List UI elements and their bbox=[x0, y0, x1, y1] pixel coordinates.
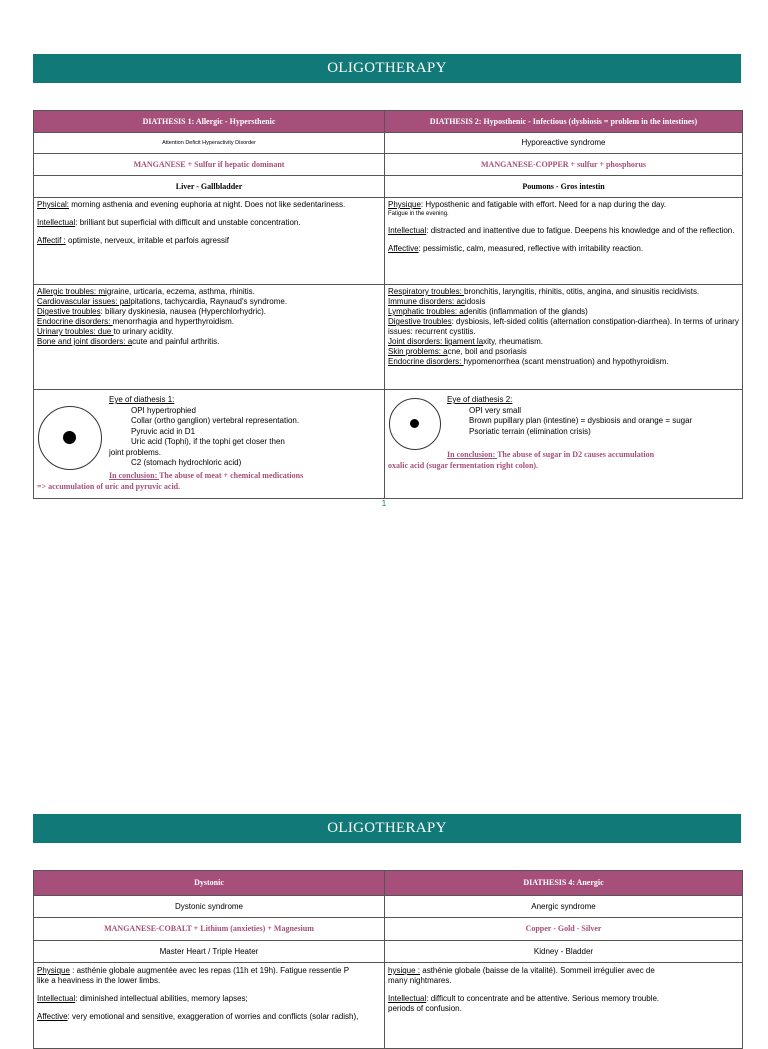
diathesis-3-organ: Master Heart / Triple Heater bbox=[34, 941, 385, 963]
affective-line bbox=[388, 244, 739, 254]
intellectual-line bbox=[37, 994, 381, 1004]
trouble-label: Endocrine disorders: bbox=[388, 357, 464, 366]
trouble-text: to urinary acidity. bbox=[113, 327, 174, 336]
trouble-text: bronchitis, laryngitis, rhinitis, otitis, angina, and sinusitis recidivists. bbox=[464, 287, 700, 296]
page-number: 1 bbox=[381, 499, 387, 508]
fatigue-note: Fatigue in the evening. bbox=[388, 211, 449, 217]
trouble-label: Digestive troubles bbox=[388, 317, 452, 326]
conclusion-text: The abuse of meat + chemical medications bbox=[159, 471, 304, 480]
physical-label: Physical: bbox=[37, 200, 70, 209]
trouble-text: idosis bbox=[464, 297, 486, 306]
trouble-item bbox=[388, 317, 739, 337]
remedy-row bbox=[34, 154, 743, 176]
eye-item: Collar (ortho ganglion) vertebral representation. bbox=[131, 416, 300, 425]
pupil-dot-1 bbox=[63, 431, 76, 444]
affective-text: optimiste, nerveux, irritable et parfois agressif bbox=[65, 236, 229, 245]
eye-item-cont: joint problems. bbox=[109, 447, 162, 457]
eye-item: Psoriatic terrain (elimination crisis) bbox=[469, 426, 591, 436]
trouble-text: cne, boil and psoriasis bbox=[447, 347, 527, 356]
physique-line bbox=[388, 200, 739, 210]
profile-row bbox=[34, 963, 743, 1049]
intellectual-line bbox=[388, 994, 739, 1004]
trouble-text: : dysbiosis, left-sided colitis (alternation constipation-diarrhea). In terms of urinary issues: recurrent cystitis. bbox=[388, 317, 739, 336]
intellectual-text: : difficult to concentrate and be attentive. Serious memory trouble. bbox=[426, 994, 660, 1003]
trouble-text: hypomenorrhea (scant menstruation) and hypothyroidism. bbox=[463, 357, 669, 366]
physique-line bbox=[388, 966, 739, 976]
intellectual-line-cont: periods of confusion. bbox=[388, 1004, 462, 1013]
diathesis-3-header: Dystonic bbox=[34, 871, 385, 896]
trouble-label: Skin problems: a bbox=[388, 347, 448, 356]
physique-label: Physique bbox=[388, 200, 421, 209]
affective-line bbox=[37, 236, 381, 246]
diathesis-2-eye bbox=[385, 390, 743, 499]
conclusion-label: In conclusion: bbox=[447, 450, 498, 459]
diathesis-header-row bbox=[34, 111, 743, 133]
trouble-label: Allergic troubles: mi bbox=[37, 287, 107, 296]
eye-item: C2 (stomach hydrochloric acid) bbox=[131, 458, 242, 467]
eye-item: OPI hypertrophied bbox=[131, 405, 196, 415]
trouble-item bbox=[388, 287, 739, 297]
intellectual-label: Intellectual bbox=[37, 994, 76, 1003]
conclusion-label: In conclusion: bbox=[109, 471, 160, 480]
trouble-text: xity, rheumatism. bbox=[483, 337, 544, 346]
physique-text: : asthénie globale augmentée avec les repas (11h et 19h). Fatigue ressentie P bbox=[69, 966, 350, 975]
diathesis-1-remedy: MANGANESE + Sulfur if hepatic dominant bbox=[34, 154, 385, 176]
trouble-item bbox=[388, 347, 739, 357]
trouble-text: cute and painful arthritis. bbox=[132, 337, 220, 346]
organ-row bbox=[34, 941, 743, 963]
affective-text: : very emotional and sensitive, exaggeration of worries and conflicts (solar radish), bbox=[67, 1012, 359, 1021]
diathesis-4-organ: Kidney - Bladder bbox=[385, 941, 743, 963]
eye-item: Uric acid (Tophi), if the tophi get closer then bbox=[131, 437, 285, 446]
page-banner: OLIGOTHERAPY bbox=[33, 814, 741, 843]
trouble-label: Immune disorders: ac bbox=[388, 297, 465, 306]
physique-label: hysique : bbox=[388, 966, 421, 975]
trouble-label: Bone and joint disorders: a bbox=[37, 337, 133, 346]
intellectual-label: Intellectual bbox=[388, 994, 427, 1003]
troubles-row bbox=[34, 285, 743, 390]
diathesis-4-syndrome: Anergic syndrome bbox=[385, 896, 743, 918]
profile-row bbox=[34, 198, 743, 285]
trouble-label: Lymphatic troubles: ad bbox=[388, 307, 469, 316]
eye-description-1 bbox=[109, 395, 379, 469]
diathesis-1-eye bbox=[34, 390, 385, 499]
conclusion-1 bbox=[109, 471, 385, 481]
eye-row bbox=[34, 390, 743, 499]
diathesis-4-remedy: Copper - Gold - Silver bbox=[385, 918, 743, 941]
diathesis-1-organ: Liver - Gallbladder bbox=[34, 176, 385, 198]
trouble-item bbox=[37, 307, 381, 317]
trouble-text: menorrhagia and hyperthyroidism. bbox=[112, 317, 234, 326]
affective-label: Affectif : bbox=[37, 236, 66, 245]
physique-text: : Hyposthenic and fatigable with effort. Need for a nap during the day. bbox=[420, 200, 667, 209]
trouble-item bbox=[37, 337, 381, 347]
conclusion-2-cont: oxalic acid (sugar fermentation right colon). bbox=[388, 461, 539, 470]
diathesis-1-profile bbox=[34, 198, 385, 285]
diathesis-2-troubles bbox=[385, 285, 743, 390]
eye-description-2 bbox=[447, 395, 737, 437]
page-banner: OLIGOTHERAPY bbox=[33, 54, 741, 83]
diathesis-table-2 bbox=[33, 870, 743, 1049]
syndrome-row bbox=[34, 133, 743, 154]
trouble-text: enitis (inflammation of the glands) bbox=[468, 307, 588, 316]
diathesis-4-profile bbox=[385, 963, 743, 1049]
pupil-dot-2 bbox=[410, 419, 419, 428]
trouble-label: Endocrine disorders: bbox=[37, 317, 113, 326]
organ-row bbox=[34, 176, 743, 198]
eye-title: Eye of diathesis 1: bbox=[109, 395, 175, 404]
physical-text: morning asthenia and evening euphoria at night. Does not like sedentariness. bbox=[69, 200, 346, 209]
diathesis-3-profile bbox=[34, 963, 385, 1049]
intellectual-label: Intellectual bbox=[388, 226, 427, 235]
diathesis-1-troubles bbox=[34, 285, 385, 390]
physique-line-cont: many nightmares. bbox=[388, 976, 452, 985]
eye-item: Brown pupillary plan (intestine) = dysbiosis and orange = sugar bbox=[469, 416, 693, 425]
eye-item: OPI very small bbox=[469, 405, 522, 415]
syndrome-row bbox=[34, 896, 743, 918]
intellectual-text: : distracted and inattentive due to fatigue. Deepens his knowledge and of the reflection. bbox=[426, 226, 735, 235]
eye-item: Pyruvic acid in D1 bbox=[131, 426, 196, 436]
trouble-item bbox=[388, 307, 739, 317]
trouble-label: Urinary troubles: due bbox=[37, 327, 114, 336]
conclusion-text: The abuse of sugar in D2 causes accumulation bbox=[497, 450, 655, 459]
physique-label: Physique bbox=[37, 966, 70, 975]
physique-line bbox=[37, 966, 381, 976]
trouble-item bbox=[37, 317, 381, 327]
diathesis-2-remedy: MANGANESE-COPPER + sulfur + phosphorus bbox=[385, 154, 743, 176]
trouble-text: pitations, tachycardia, Raynaud's syndrome. bbox=[130, 297, 288, 306]
diathesis-2-organ: Poumons - Gros intestin bbox=[385, 176, 743, 198]
trouble-item bbox=[37, 327, 381, 337]
diathesis-table-1 bbox=[33, 110, 743, 499]
trouble-label: Cardiovascular issues: pal bbox=[37, 297, 131, 306]
trouble-item bbox=[37, 287, 381, 297]
diathesis-3-remedy: MANGANESE-COBALT + Lithium (anxieties) + Magnesium bbox=[34, 918, 385, 941]
eye-title: Eye of diathesis 2: bbox=[447, 395, 513, 404]
diathesis-1-header: DIATHESIS 1: Allergic - Hypersthenic bbox=[34, 111, 385, 133]
trouble-text: graine, urticaria, eczema, asthma, rhinitis. bbox=[106, 287, 255, 296]
conclusion-2 bbox=[447, 450, 737, 460]
trouble-label: Joint disorders: ligament la bbox=[388, 337, 484, 346]
trouble-label: Respiratory troubles: bbox=[388, 287, 465, 296]
conclusion-1-cont: => accumulation of uric and pyruvic acid. bbox=[37, 482, 181, 491]
diathesis-1-syndrome: Attention Deficit Hyperactivity Disorder bbox=[34, 133, 385, 154]
intellectual-label: Intellectual bbox=[37, 218, 76, 227]
affective-text: : pessimistic, calm, measured, reflective with irritability reaction. bbox=[418, 244, 644, 253]
affective-label: Affective bbox=[37, 1012, 68, 1021]
trouble-item bbox=[37, 297, 381, 307]
physique-text: asthénie globale (baisse de la vitalité). Sommeil irrégulier avec de bbox=[420, 966, 655, 975]
physical-line bbox=[37, 200, 381, 210]
diathesis-2-header: DIATHESIS 2: Hyposthenic - Infectious (dysbiosis = problem in the intestines) bbox=[385, 111, 743, 133]
affective-label: Affective bbox=[388, 244, 419, 253]
intellectual-text: : brilliant but superficial with difficult and unstable concentration. bbox=[75, 218, 301, 227]
trouble-item bbox=[388, 297, 739, 307]
remedy-row bbox=[34, 918, 743, 941]
diathesis-2-profile bbox=[385, 198, 743, 285]
trouble-text: : biliary dyskinesia, nausea (Hyperchlorhydric). bbox=[100, 307, 266, 316]
diathesis-3-syndrome: Dystonic syndrome bbox=[34, 896, 385, 918]
trouble-label: Digestive troubles bbox=[37, 307, 101, 316]
trouble-item bbox=[388, 337, 739, 347]
intellectual-line bbox=[388, 226, 739, 236]
affective-line bbox=[37, 1012, 381, 1022]
diathesis-2-syndrome: Hyporeactive syndrome bbox=[385, 133, 743, 154]
diathesis-header-row bbox=[34, 871, 743, 896]
intellectual-text: : diminished intellectual abilities, memory lapses; bbox=[75, 994, 248, 1003]
physique-line-cont: like a heaviness in the lower limbs. bbox=[37, 976, 161, 985]
intellectual-line bbox=[37, 218, 381, 228]
trouble-item bbox=[388, 357, 739, 367]
diathesis-4-header: DIATHESIS 4: Anergic bbox=[385, 871, 743, 896]
